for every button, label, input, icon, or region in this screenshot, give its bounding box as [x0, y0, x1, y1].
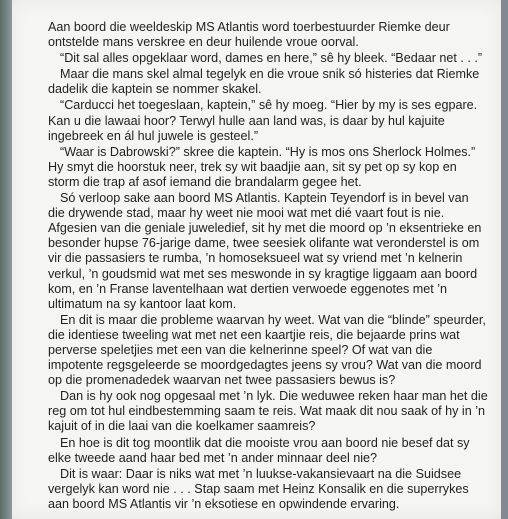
book-back-cover	[12, 0, 501, 519]
paragraph-9: En hoe is dit tog moontlik dat die mooiste vrou aan boord nie besef dat sy elke tweede aand haar bed met ’n ander minnaar deel nie?	[48, 435, 470, 465]
blurb-text	[48, 20, 488, 513]
paragraph-4: “Carducci het toegeslaan, kaptein,” sê hy moeg. “Hier by my is ses egpare. Kan u die lawaai hoor? Terwyl hulle aan land was, is daar by hul kajuite ingebreek en ál hul juwele is gesteel.”	[48, 98, 478, 143]
paragraph-6: Só verloop sake aan boord MS Atlantis. Kaptein Teyendorf is in bevel van die drywende stad, maar hy weet nie mooi wat met dié vaart fout is nie. Afgesien van die geniale juweledief, sit hy met die moord op ’n eksentrieke en besonder hupse 76-jarige dame, twee seesiek olifante wat veronderstel is om vir die passasiers te rumba, ’n homoseksueel wat sy vriend met ’n kelnerin verkul, ’n goudsmid wat met ses meswonde in sy kragtige liggaam aan boord kom, en ’n Franse laventelhaan wat dertien verwoede eggenotes met ’n ultimatum na sy kantoor laat kom.	[48, 191, 482, 311]
paragraph-7: En dit is maar die probleme waarvan hy weet. Wat van die “blinde” speurder, die identiese tweeling wat met net een kaartjie reis, die bejaarde prins wat perverse speletjies met een van die kelnerinne speel? Of wat van die impotente regsgeleerde se moordgedagtes jeens sy vrou? Wat van die moord op die promenadedek waarvan net twee passasiers bewus is?	[48, 312, 486, 388]
book-spine-shadow	[0, 0, 12, 519]
paragraph-1: Aan boord die weeldeskip MS Atlantis word toerbestuurder Riemke deur ontstelde mans verskree en deur huilende vroue oorval.	[48, 20, 450, 50]
paragraph-2: “Dit sal alles opgeklaar word, dames en here,” sê hy bleek. “Bedaar net . . .”	[60, 51, 483, 66]
paragraph-3: Maar die mans skel almal tegelyk en die vroue snik só histeries dat Riemke dadelik die kaptein se nommer skakel.	[48, 67, 480, 97]
paragraph-8: Dan is hy ook nog opgesaal met ’n lyk. Die weduwee reken haar man het die reg om tot hul eindbestemming saam te reis. Wat maak dit nou saak of hy in ’n kajuit of in die laai van die koelkamer saamreis?	[48, 389, 488, 434]
paragraph-10: Dit is waar: Daar is niks wat met ’n luukse-vakansievaart na die Suidsee vergelyk kan word nie . . . Stap saam met Heinz Konsalik en die superrykes aan boord MS Atlantis vir ’n eksotiese en opwindende ervaring.	[48, 466, 469, 511]
paragraph-5: “Waar is Dabrowski?” skree die kaptein. “Hy is mos ons Sherlock Holmes.” Hy smyt die hoorstuk neer, trek sy wit baadjie aan, sit sy pet op sy kop en storm die trap af asof iemand die brandalarm gegee het.	[48, 144, 476, 189]
